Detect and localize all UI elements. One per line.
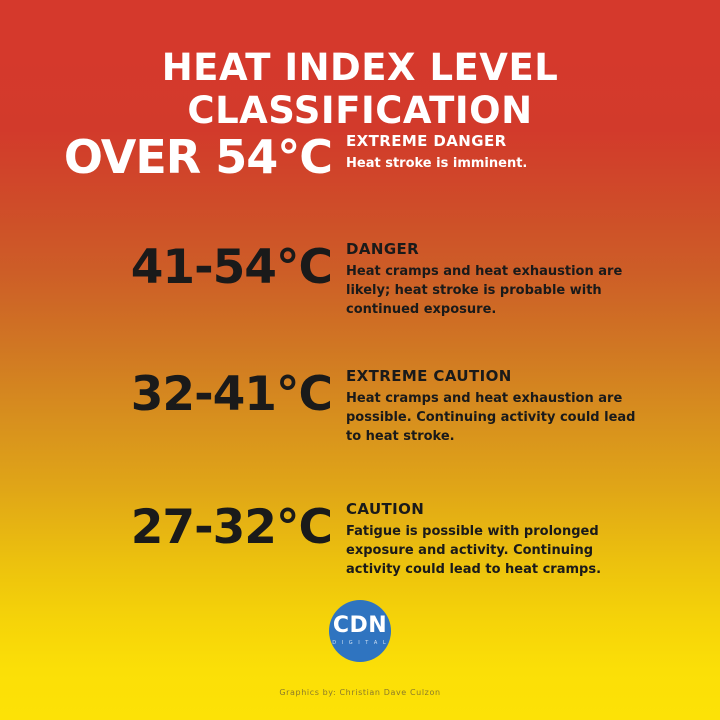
logo-subtitle: D I G I T A L <box>332 640 388 646</box>
temperature-range: 27-32°C <box>130 500 332 555</box>
level-name: CAUTION <box>346 500 425 518</box>
temperature-range: OVER 54°C <box>63 130 332 184</box>
heat-level-row-extreme-caution <box>0 367 720 447</box>
level-description: Fatigue is possible with prolonged exposure and activity. Continuing activity could lead to heat cramps. <box>346 524 602 577</box>
level-description: Heat cramps and heat exhaustion are possible. Continuing activity could lead to heat stroke. <box>346 391 636 444</box>
level-description: Heat stroke is imminent. <box>346 156 528 171</box>
level-info <box>346 240 720 320</box>
level-name: DANGER <box>346 240 420 258</box>
temperature-range: 41-54°C <box>130 240 332 295</box>
heat-level-row-extreme-danger <box>0 130 720 184</box>
logo-circle-icon <box>329 600 391 662</box>
level-description: Heat cramps and heat exhaustion are likely; heat stroke is probable with continued exposure. <box>346 264 623 317</box>
logo-letters: CDN <box>332 613 388 638</box>
level-info <box>346 367 720 447</box>
level-info <box>346 500 720 580</box>
credit-text: Graphics by: Christian Dave Culzon <box>279 688 441 697</box>
temperature-range: 32-41°C <box>130 367 332 422</box>
level-name: EXTREME DANGER <box>346 132 507 150</box>
logo <box>0 600 720 667</box>
level-name: EXTREME CAUTION <box>346 367 512 385</box>
heat-level-row-caution <box>0 500 720 580</box>
heat-level-row-danger <box>0 240 720 320</box>
page-title: HEAT INDEX LEVEL CLASSIFICATION <box>161 46 559 132</box>
level-info <box>346 132 720 174</box>
